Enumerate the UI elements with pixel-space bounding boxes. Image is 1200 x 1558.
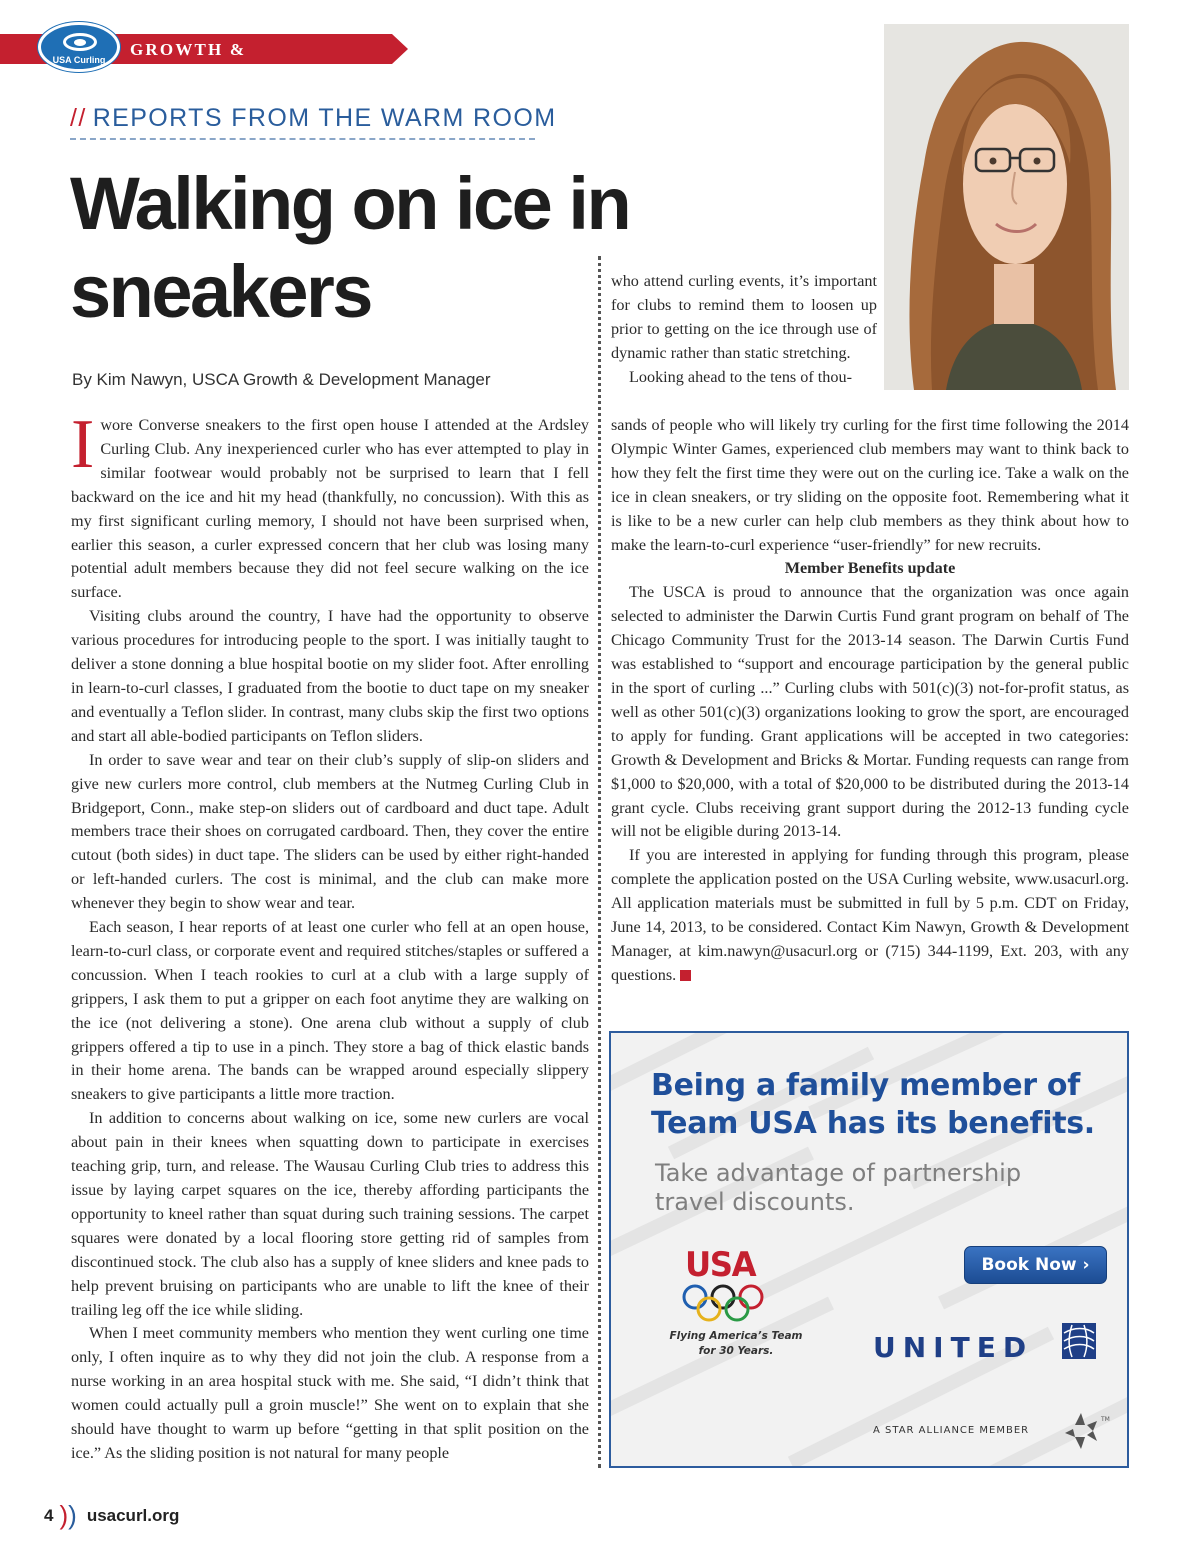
ad-tagline-line-1: Flying America’s Team [669, 1330, 803, 1342]
paragraph: When I meet community members who mention they went curling one time only, I often inquire as to why they did not join the club. A response from a nurse working in an area hospital stuck with me. She said, “I didn’t think that women could actually pull a groin muscle!” She went on to explain that she should have thought to warm up before “getting in that split position on the ice.” As the sliding position is not natural for many people [71, 1324, 589, 1462]
paragraph [71, 406, 589, 605]
paragraph: Visiting clubs around the country, I have had the opportunity to observe various procedures for introducing people to the sport. I was initially taught to deliver a stone donning a blue hospital bootie on my slider foot. After enrolling in learn-to-curl classes, I graduated from the bootie to duct tape on my sneaker and eventually a Teflon slider. In contrast, many clubs skip the first two options and start all able-bodied participants on Teflon sliders. [71, 607, 589, 745]
footer-ornament-blue: ) [68, 1500, 77, 1530]
left-column [71, 406, 589, 1466]
star-alliance-icon [1063, 1411, 1113, 1451]
ad-tagline-line-2: for 30 Years. [698, 1345, 774, 1357]
paragraph: Looking ahead to the tens of thou- [629, 367, 852, 386]
footer-ornament-red: ) [59, 1500, 69, 1530]
paragraph [611, 844, 1129, 987]
kicker-slashes: // [70, 104, 87, 132]
paragraph: who attend curling events, it’s important for clubs to remind them to loosen up prior to getting on the ice through use of dynamic rather than static stretching. [611, 272, 877, 362]
paragraph-text: wore Converse sneakers to the first open house I attended at the Ardsley Curling Club. Any inexperienced curler who has ever attempted to play in similar footwear would probably not be surprised to learn that I fell backward on the ice and hit my head (thankfully, no concussion). With this as my first significant curling memory, I should not have been surprised when, earlier this season, a curler expressed concern that her club was losing many potential adult members because they did not feel secure walking on the ice surface. [71, 416, 589, 602]
footer-site-link[interactable]: usacurl.org [86, 1506, 180, 1525]
paragraph: In order to save wear and tear on their club’s supply of slip-on sliders and give new curlers more control, club members at the Nutmeg Curling Club in Bridgeport, Conn., make step-on sliders out of cardboard and duct tape. Adult members trace their shoes on corrugated cardboard. Then, they cover the entire cutout (both sides) in duct tape. The sliders can be used by either right-handed or left-handed curlers. The cost is minimal, and the club can make more whenever they begin to show wear and tear. [71, 750, 589, 913]
article-kicker [70, 104, 556, 133]
paragraph: In addition to concerns about walking on ice, some new curlers are vocal about pain in their knees when squatting down to participate in exercises teaching grip, turn, and release. The Wausau Curling Club tries to address this issue by laying carpet squares on the ice, thereby affording participants the opportunity to kneel rather than squat during such training sessions. The carpet squares were donated by a local flooring store getting rid of samples from discontinued stock. The club also has a supply of knee sliders and knee pads to help prevent bruising on participants who are unable to lift the knee of their trailing leg off the ice while sliding. [71, 1109, 589, 1319]
byline: By Kim Nawyn, USCA Growth & Development Manager [72, 370, 491, 389]
right-column-top [611, 270, 877, 390]
usa-wordmark: USA [685, 1245, 756, 1285]
logo-text: USA Curling [52, 55, 106, 65]
page-footer [44, 1500, 179, 1531]
page-number: 4 [44, 1506, 54, 1525]
author-photo [884, 24, 1129, 390]
portrait-image [884, 24, 1129, 390]
column-divider [598, 256, 601, 1468]
paragraph: sands of people who will likely try curling for the first time following the 2014 Olympic Winter Games, experienced club members may want to think back to how they felt the first time they were out on the curling ice. Take a walk on the ice in clean sneakers, or try sliding on the opposite foot. Remembering what it is like to be a new curler can help club members as they think about how to make the learn-to-curl experience “user-friendly” for new recruits. [611, 416, 1129, 554]
usa-curling-logo [38, 22, 120, 72]
united-globe-icon [1062, 1323, 1096, 1359]
drop-cap: I [71, 406, 95, 483]
book-now-button[interactable]: Book Now › [964, 1246, 1107, 1284]
united-wordmark: UNITED [873, 1331, 1034, 1364]
right-column [611, 414, 1129, 988]
section-banner-label: GROWTH & DEVELOPMENT [130, 40, 288, 79]
star-alliance-text: A STAR ALLIANCE MEMBER [873, 1425, 1030, 1436]
kicker-text: REPORTS FROM THE WARM ROOM [92, 104, 557, 132]
subheading: Member Benefits update [784, 559, 956, 578]
ad-subline: Take advantage of partnership travel discounts. [655, 1159, 1022, 1216]
paragraph: The USCA is proud to announce that the organization was once again selected to administer the Darwin Curtis Fund grant program on behalf of The Chicago Community Trust for the 2013-14 season. The Darwin Curtis Fund was established to “support and encourage participation by the general public in the sport of curling ...” Curling clubs with 501(c)(3) not-for-profit status, as well as other 501(c)(3) organizations looking to grow the sport, are encouraged to apply for funding. Grant applications will be accepted in two categories: Growth & Development and Bricks & Mortar. Funding requests can range from $1,000 to $20,000, with a total of $20,000 to be distributed during the 2013-14 grant cycle. Clubs receiving grant support during the 2012-13 funding cycle will not be eligible during 2013-14. [611, 583, 1129, 841]
kicker-rule [70, 138, 535, 140]
ad-headline: Being a family member of Team USA has its benefits. [651, 1068, 1095, 1141]
trademark-mark: TM [1101, 1416, 1110, 1423]
paragraph: Each season, I hear reports of at least one curler who fell at an open house, learn-to-curl class, or corporate event and required stitches/staples or suffered a concussion. When I teach rookies to curl at a club with a large supply of grippers, I ask them to put a gripper on each foot anytime they are walking on the ice (not delivering a stone). One arena club without a supply of club grippers offered a tip to use in a pinch. They store a bag of thick elastic bands in their home arena. The bands can be wrapped around especially slippery sneakers to give participants a little more traction. [71, 918, 589, 1104]
curling-stone-icon [63, 33, 97, 51]
end-mark-icon [680, 970, 691, 981]
paragraph-text: If you are interested in applying for funding through this program, please complete the application posted on the USA Curling website, www.usacurl.org. All application materials must be submitted in full by 5 p.m. CDT on Friday, June 14, 2013, to be considered. Contact Kim Nawyn, Growth & Development Manager, at kim.nawyn@usacurl.org or (715) 344-1199, Ext. 203, with any questions. [611, 846, 1129, 984]
article-title: Walking on ice in sneakers [70, 162, 630, 333]
olympic-rings-icon [681, 1283, 771, 1323]
ad-tagline [651, 1329, 821, 1359]
united-advertisement[interactable] [609, 1031, 1129, 1468]
